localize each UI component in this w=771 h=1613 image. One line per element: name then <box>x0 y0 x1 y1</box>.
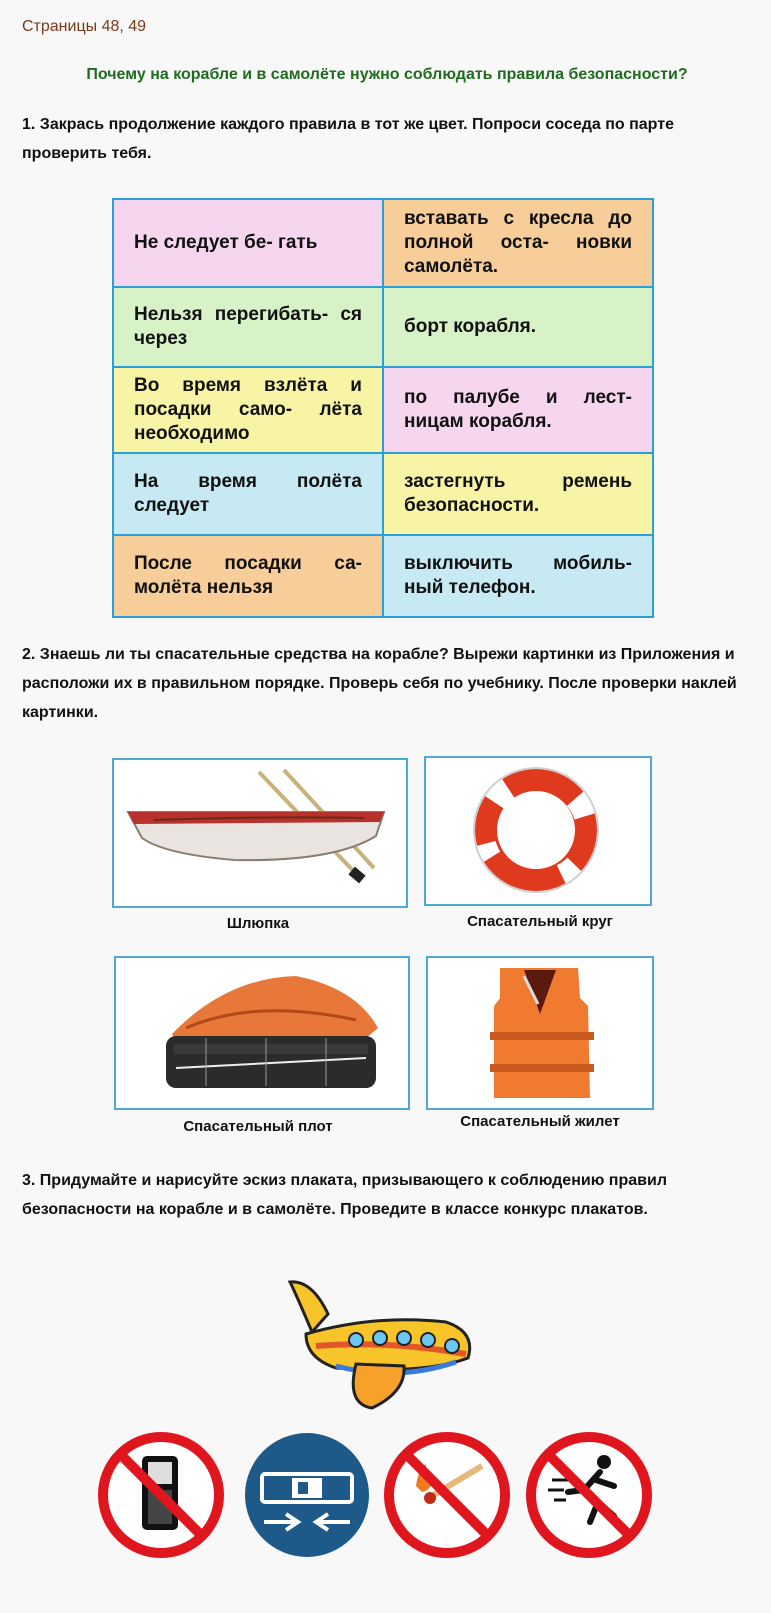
page-numbers: Страницы 48, 49 <box>22 18 147 35</box>
task-3-text: 3. Придумайте и нарисуйте эскиз плаката, призывающего к соблюдению правил безопасности на корабле и в самолёте. Проведите в классе конкурс плакатов. <box>22 1172 667 1218</box>
main-question: Почему на корабле и в самолёте нужно соблюдать правила безопасности? <box>86 66 688 83</box>
caption-liferaft: Спасательный плот <box>183 1118 333 1135</box>
caption-lifejacket: Спасательный жилет <box>460 1113 620 1130</box>
rule-right-4[interactable]: застегнуть ремень безопасности. <box>384 454 652 534</box>
no-phone-icon <box>96 1430 226 1560</box>
liferaft-picture <box>114 956 410 1110</box>
lifeboat-picture <box>112 758 408 908</box>
lifejacket-picture <box>426 956 654 1110</box>
rules-table <box>112 198 654 618</box>
task-1-text: 1. Закрась продолжение каждого правила в тот же цвет. Попроси соседа по парте проверить тебя. <box>22 116 674 162</box>
rule-right-1[interactable]: вставать с кресла до полной оста- новки самолёта. <box>384 200 652 286</box>
liferaft-icon <box>116 958 408 1108</box>
lifeboat-icon <box>114 760 406 906</box>
caption-lifebuoy: Спасательный круг <box>467 913 613 930</box>
rule-right-5[interactable]: выключить мобиль- ный телефон. <box>384 536 652 616</box>
lifebuoy-picture <box>424 756 652 906</box>
rule-left-1[interactable]: Не следует бе- гать <box>114 200 382 286</box>
no-running-icon <box>524 1430 654 1560</box>
rule-right-2[interactable]: борт корабля. <box>384 288 652 366</box>
lifebuoy-icon <box>426 758 650 904</box>
lifejacket-icon <box>428 958 652 1108</box>
seatbelt-icon <box>242 1430 372 1560</box>
airplane-icon <box>276 1274 482 1414</box>
rule-left-5[interactable]: После посадки са- молёта нельзя <box>114 536 382 616</box>
rule-right-3[interactable]: по палубе и лест- ницам корабля. <box>384 368 652 452</box>
no-fire-icon <box>382 1430 512 1560</box>
rule-left-2[interactable]: Нельзя перегибать- ся через <box>114 288 382 366</box>
rule-left-4[interactable]: На время полёта следует <box>114 454 382 534</box>
task-2-text: 2. Знаешь ли ты спасательные средства на корабле? Вырежи картинки из Приложения и расположи их в правильном порядке. Проверь себя по учебнику. После проверки наклей картинки. <box>22 646 737 721</box>
rule-left-3[interactable]: Во время взлёта и посадки само- лёта необходимо <box>114 368 382 452</box>
safety-signs <box>0 1430 771 1570</box>
caption-lifeboat: Шлюпка <box>226 915 290 932</box>
